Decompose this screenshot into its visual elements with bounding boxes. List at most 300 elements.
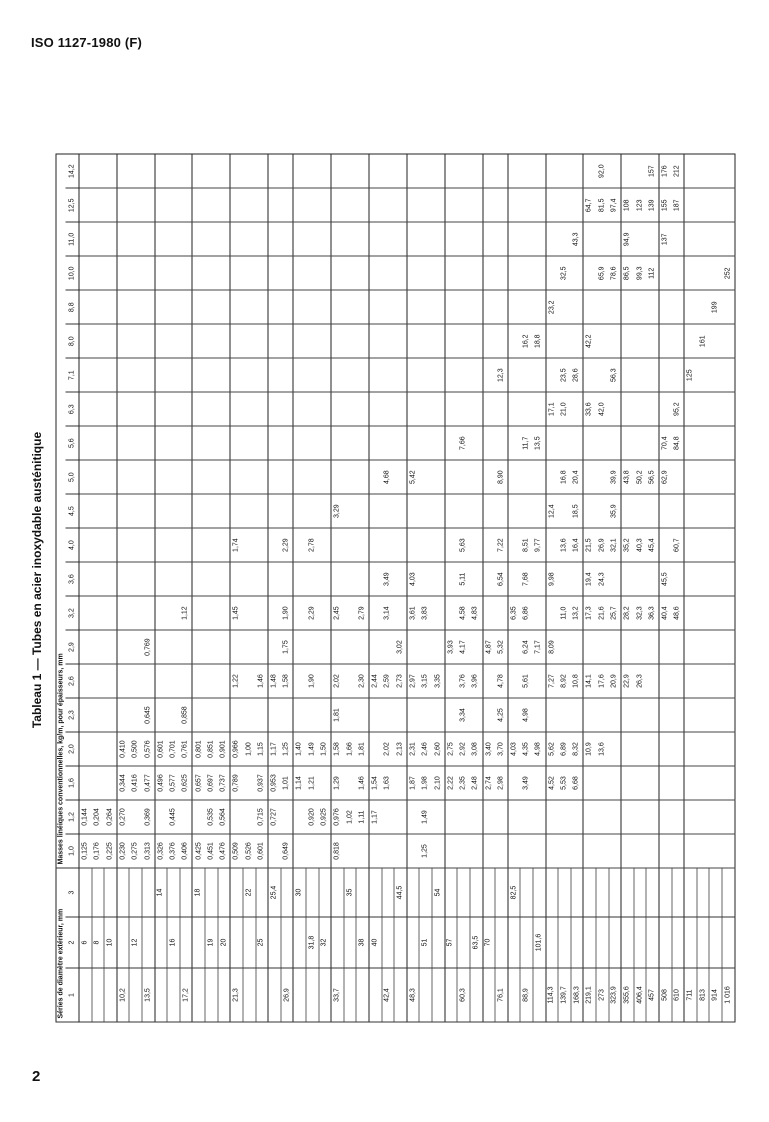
mass-cell: 0,858: [179, 698, 192, 732]
mass-cell: [558, 222, 571, 256]
mass-cell: [520, 460, 533, 494]
mass-cell: [558, 562, 571, 596]
mass-cell: [633, 732, 646, 766]
mass-cell: [444, 290, 457, 324]
mass-table: [55, 153, 735, 1022]
mass-cell: 199: [709, 290, 722, 324]
mass-cell: [129, 630, 142, 664]
mass-cell: [293, 426, 306, 460]
mass-cell: 99,3: [633, 256, 646, 290]
mass-cell: 2,29: [305, 596, 318, 630]
mass-cell: [129, 494, 142, 528]
mass-cell: [406, 800, 419, 834]
mass-cell: [419, 290, 432, 324]
mass-cell: [91, 766, 104, 800]
mass-cell: [230, 154, 243, 188]
mass-cell: [432, 154, 445, 188]
mass-cell: 0,410: [116, 732, 129, 766]
mass-cell: [331, 630, 344, 664]
table-row: [432, 154, 445, 1022]
mass-cell: [545, 834, 558, 868]
mass-cell: 7,68: [520, 562, 533, 596]
thickness-label: 2,3: [65, 698, 79, 732]
diameter-cell: [268, 968, 281, 1022]
mass-cell: 20,4: [570, 460, 583, 494]
mass-cell: 0,564: [217, 800, 230, 834]
mass-cell: 0,697: [205, 766, 218, 800]
mass-cell: [406, 392, 419, 426]
mass-cell: 0,737: [217, 766, 230, 800]
mass-cell: [558, 290, 571, 324]
mass-cell: [142, 324, 155, 358]
mass-cell: [709, 222, 722, 256]
mass-cell: [280, 392, 293, 426]
mass-cell: 5,42: [406, 460, 419, 494]
mass-cell: [659, 834, 672, 868]
mass-cell: [608, 630, 621, 664]
mass-cell: 2,02: [331, 664, 344, 698]
mass-cell: [116, 324, 129, 358]
mass-cell: [595, 222, 608, 256]
mass-cell: [608, 800, 621, 834]
mass-cell: [570, 698, 583, 732]
mass-cell: [646, 562, 659, 596]
mass-cell: [192, 596, 205, 630]
mass-cell: [595, 460, 608, 494]
mass-cell: [545, 154, 558, 188]
mass-cell: [457, 290, 470, 324]
mass-cell: [179, 562, 192, 596]
mass-cell: [116, 222, 129, 256]
diameter-cell: [696, 867, 709, 916]
diameter-cell: [305, 968, 318, 1022]
mass-cell: [331, 392, 344, 426]
diameter-cell: 139,7: [558, 968, 571, 1022]
mass-cell: [79, 596, 92, 630]
mass-cell: [469, 834, 482, 868]
mass-cell: [381, 426, 394, 460]
mass-cell: [116, 426, 129, 460]
mass-cell: 0,344: [116, 766, 129, 800]
mass-cell: 1,81: [331, 698, 344, 732]
diameter-cell: [167, 867, 180, 916]
diameter-cell: [621, 917, 634, 968]
table-row: [293, 154, 306, 1022]
mass-cell: [142, 188, 155, 222]
diameter-cell: [659, 867, 672, 916]
mass-cell: [230, 494, 243, 528]
diameter-cell: [684, 867, 697, 916]
mass-cell: [621, 290, 634, 324]
table-row: [129, 154, 142, 1022]
mass-cell: [709, 630, 722, 664]
mass-cell: [356, 392, 369, 426]
mass-cell: 2,31: [406, 732, 419, 766]
mass-cell: [722, 698, 735, 732]
diameter-cell: [646, 867, 659, 916]
mass-cell: 0,369: [142, 800, 155, 834]
diameter-cell: 711: [684, 968, 697, 1022]
mass-cell: [217, 324, 230, 358]
table-row: [495, 154, 508, 1022]
mass-cell: [142, 528, 155, 562]
mass-cell: [381, 290, 394, 324]
table-row: [142, 154, 155, 1022]
mass-cell: [583, 800, 596, 834]
mass-cell: [709, 494, 722, 528]
mass-cell: [659, 698, 672, 732]
diameter-cell: [520, 917, 533, 968]
mass-cell: [633, 494, 646, 528]
mass-cell: [356, 494, 369, 528]
diameter-cell: 219,1: [583, 968, 596, 1022]
mass-cell: [305, 460, 318, 494]
mass-cell: [444, 698, 457, 732]
mass-cell: [318, 494, 331, 528]
mass-cell: [507, 426, 520, 460]
mass-cell: [646, 494, 659, 528]
mass-cell: 1,98: [419, 766, 432, 800]
table-row: [369, 154, 382, 1022]
mass-cell: [331, 562, 344, 596]
mass-cell: 2,92: [457, 732, 470, 766]
mass-cell: [104, 528, 117, 562]
mass-cell: [205, 154, 218, 188]
mass-cell: [457, 222, 470, 256]
diameter-cell: 12: [129, 917, 142, 968]
mass-cell: [318, 154, 331, 188]
mass-cell: [91, 222, 104, 256]
diameter-cell: [684, 917, 697, 968]
mass-cell: [142, 562, 155, 596]
mass-cell: 1,49: [305, 732, 318, 766]
mass-cell: [608, 834, 621, 868]
mass-cell: 43,3: [570, 222, 583, 256]
mass-cell: [671, 630, 684, 664]
mass-cell: [280, 800, 293, 834]
mass-cell: [646, 630, 659, 664]
mass-cell: 0,445: [167, 800, 180, 834]
mass-cell: [154, 154, 167, 188]
mass-cell: [154, 800, 167, 834]
mass-cell: [167, 392, 180, 426]
mass-cell: [633, 426, 646, 460]
mass-cell: [268, 154, 281, 188]
mass-cell: [659, 732, 672, 766]
diameter-cell: 1 016: [722, 968, 735, 1022]
mass-cell: 18,8: [532, 324, 545, 358]
mass-cell: [167, 290, 180, 324]
diameter-cell: 30: [293, 867, 306, 916]
mass-cell: 2,45: [331, 596, 344, 630]
mass-cell: 42,2: [583, 324, 596, 358]
mass-cell: 5,32: [495, 630, 508, 664]
mass-cell: [129, 426, 142, 460]
mass-cell: [268, 494, 281, 528]
mass-cell: [419, 698, 432, 732]
mass-cell: 35,2: [621, 528, 634, 562]
diameter-cell: 82,5: [507, 867, 520, 916]
diameter-cell: 14: [154, 867, 167, 916]
mass-cell: [268, 392, 281, 426]
mass-cell: [91, 188, 104, 222]
mass-cell: 3,15: [419, 664, 432, 698]
mass-cell: [305, 392, 318, 426]
mass-cell: [268, 630, 281, 664]
mass-cell: 157: [646, 154, 659, 188]
diameter-cell: [595, 917, 608, 968]
mass-cell: 8,90: [495, 460, 508, 494]
mass-cell: [356, 562, 369, 596]
mass-cell: [709, 358, 722, 392]
diameter-cell: [419, 867, 432, 916]
diameter-cell: [369, 867, 382, 916]
mass-cell: [242, 664, 255, 698]
mass-cell: [495, 426, 508, 460]
mass-cell: [406, 630, 419, 664]
mass-cell: [394, 460, 407, 494]
mass-cell: [217, 596, 230, 630]
mass-cell: [671, 324, 684, 358]
mass-cell: [293, 664, 306, 698]
mass-cell: [621, 392, 634, 426]
mass-cell: [394, 358, 407, 392]
mass-cell: 1,25: [280, 732, 293, 766]
mass-cell: [167, 222, 180, 256]
mass-cell: [507, 494, 520, 528]
mass-cell: [482, 188, 495, 222]
mass-cell: [79, 290, 92, 324]
mass-cell: [608, 562, 621, 596]
thickness-label: 6,3: [65, 392, 79, 426]
mass-cell: [595, 290, 608, 324]
mass-cell: [532, 766, 545, 800]
mass-cell: [343, 256, 356, 290]
mass-cell: [217, 630, 230, 664]
mass-cell: [444, 392, 457, 426]
mass-cell: 1,22: [230, 664, 243, 698]
mass-cell: 123: [633, 188, 646, 222]
mass-cell: [167, 426, 180, 460]
diameter-cell: 22: [242, 867, 255, 916]
mass-cell: [532, 800, 545, 834]
mass-cell: [722, 732, 735, 766]
mass-cell: [671, 562, 684, 596]
table-row: [242, 154, 255, 1022]
diameter-cell: [79, 867, 92, 916]
mass-cell: [167, 698, 180, 732]
diameter-cell: [230, 867, 243, 916]
mass-cell: [343, 222, 356, 256]
series-label: 2: [65, 917, 79, 968]
mass-cell: [255, 392, 268, 426]
mass-cell: [205, 562, 218, 596]
mass-cell: [230, 392, 243, 426]
mass-cell: [671, 800, 684, 834]
mass-cell: [255, 562, 268, 596]
thickness-label: 14,2: [65, 154, 79, 188]
mass-cell: [432, 222, 445, 256]
mass-cell: [722, 324, 735, 358]
mass-cell: [154, 528, 167, 562]
mass-cell: [255, 188, 268, 222]
mass-cell: [507, 358, 520, 392]
mass-cell: 6,68: [570, 766, 583, 800]
mass-cell: [179, 800, 192, 834]
mass-cell: [608, 154, 621, 188]
diameter-cell: 16: [167, 917, 180, 968]
mass-cell: 4,03: [507, 732, 520, 766]
mass-cell: [722, 800, 735, 834]
mass-cell: [205, 460, 218, 494]
mass-cell: [432, 800, 445, 834]
mass-cell: [583, 426, 596, 460]
diameter-cell: [192, 968, 205, 1022]
mass-cell: [280, 188, 293, 222]
mass-cell: [608, 392, 621, 426]
mass-cell: 33,6: [583, 392, 596, 426]
mass-cell: [432, 256, 445, 290]
mass-cell: [268, 426, 281, 460]
mass-cell: [520, 290, 533, 324]
mass-cell: [671, 222, 684, 256]
mass-cell: [104, 426, 117, 460]
mass-cell: [217, 358, 230, 392]
mass-cell: [532, 290, 545, 324]
mass-cell: 17,6: [595, 664, 608, 698]
mass-cell: [432, 358, 445, 392]
mass-cell: [495, 256, 508, 290]
mass-cell: [79, 154, 92, 188]
mass-cell: [595, 766, 608, 800]
mass-cell: [79, 766, 92, 800]
mass-cell: [255, 426, 268, 460]
mass-cell: [671, 698, 684, 732]
mass-cell: [280, 562, 293, 596]
document-header: ISO 1127-1980 (F): [31, 35, 143, 50]
mass-cell: [343, 664, 356, 698]
mass-cell: [621, 358, 634, 392]
mass-cell: [305, 154, 318, 188]
mass-cell: [482, 562, 495, 596]
mass-cell: [419, 154, 432, 188]
mass-cell: 39,9: [608, 460, 621, 494]
mass-cell: 0,500: [129, 732, 142, 766]
mass-cell: [444, 562, 457, 596]
mass-cell: [633, 766, 646, 800]
mass-cell: [179, 528, 192, 562]
mass-cell: [369, 392, 382, 426]
mass-cell: 0,416: [129, 766, 142, 800]
mass-cell: [507, 834, 520, 868]
mass-cell: 56,5: [646, 460, 659, 494]
mass-cell: [646, 664, 659, 698]
table-row: [79, 154, 92, 1022]
table-row: [532, 154, 545, 1022]
mass-cell: 4,98: [520, 698, 533, 732]
mass-cell: [684, 630, 697, 664]
diameter-cell: [419, 968, 432, 1022]
mass-cell: 12,4: [545, 494, 558, 528]
mass-cell: [79, 664, 92, 698]
mass-cell: [129, 562, 142, 596]
mass-cell: [696, 460, 709, 494]
diameter-cell: 25,4: [268, 867, 281, 916]
diameter-cell: 6: [79, 917, 92, 968]
mass-cell: 0,937: [255, 766, 268, 800]
diameter-cell: 42,4: [381, 968, 394, 1022]
mass-cell: [381, 222, 394, 256]
mass-cell: [684, 596, 697, 630]
mass-cell: [242, 324, 255, 358]
mass-cell: [331, 188, 344, 222]
mass-cell: [406, 290, 419, 324]
mass-cell: 4,52: [545, 766, 558, 800]
mass-cell: 0,851: [205, 732, 218, 766]
mass-cell: [722, 766, 735, 800]
mass-cell: 0,144: [79, 800, 92, 834]
mass-cell: [432, 528, 445, 562]
diameter-cell: [621, 867, 634, 916]
mass-cell: [583, 256, 596, 290]
table-row: [722, 154, 735, 1022]
diameter-cell: 63,5: [469, 917, 482, 968]
table-row: [444, 154, 457, 1022]
mass-cell: 32,1: [608, 528, 621, 562]
mass-cell: [305, 698, 318, 732]
mass-cell: [79, 528, 92, 562]
diameter-cell: [154, 968, 167, 1022]
mass-cell: [356, 426, 369, 460]
mass-cell: [444, 596, 457, 630]
mass-cell: [457, 800, 470, 834]
mass-cell: [469, 698, 482, 732]
mass-cell: [79, 358, 92, 392]
mass-cell: 0,526: [242, 834, 255, 868]
mass-cell: 3,35: [432, 664, 445, 698]
mass-cell: [79, 222, 92, 256]
mass-cell: [192, 494, 205, 528]
mass-cell: [684, 256, 697, 290]
mass-cell: [154, 290, 167, 324]
table-row: [230, 154, 243, 1022]
mass-cell: [268, 834, 281, 868]
mass-cell: [230, 800, 243, 834]
mass-cell: [482, 324, 495, 358]
mass-cell: [154, 460, 167, 494]
mass-cell: [91, 154, 104, 188]
mass-cell: [242, 358, 255, 392]
mass-cell: 81,5: [595, 188, 608, 222]
thickness-label: 1,6: [65, 766, 79, 800]
mass-cell: [520, 222, 533, 256]
mass-cell: 8,92: [558, 664, 571, 698]
mass-cell: [104, 596, 117, 630]
mass-cell: 13,6: [595, 732, 608, 766]
mass-cell: [633, 154, 646, 188]
mass-cell: 92,0: [595, 154, 608, 188]
mass-cell: 17,3: [583, 596, 596, 630]
mass-cell: [696, 222, 709, 256]
mass-cell: [696, 698, 709, 732]
mass-cell: [154, 596, 167, 630]
mass-cell: 35,9: [608, 494, 621, 528]
diameter-cell: 355,6: [621, 968, 634, 1022]
mass-cell: 1,48: [268, 664, 281, 698]
mass-cell: [192, 562, 205, 596]
mass-cell: [343, 324, 356, 358]
mass-cell: 4,17: [457, 630, 470, 664]
